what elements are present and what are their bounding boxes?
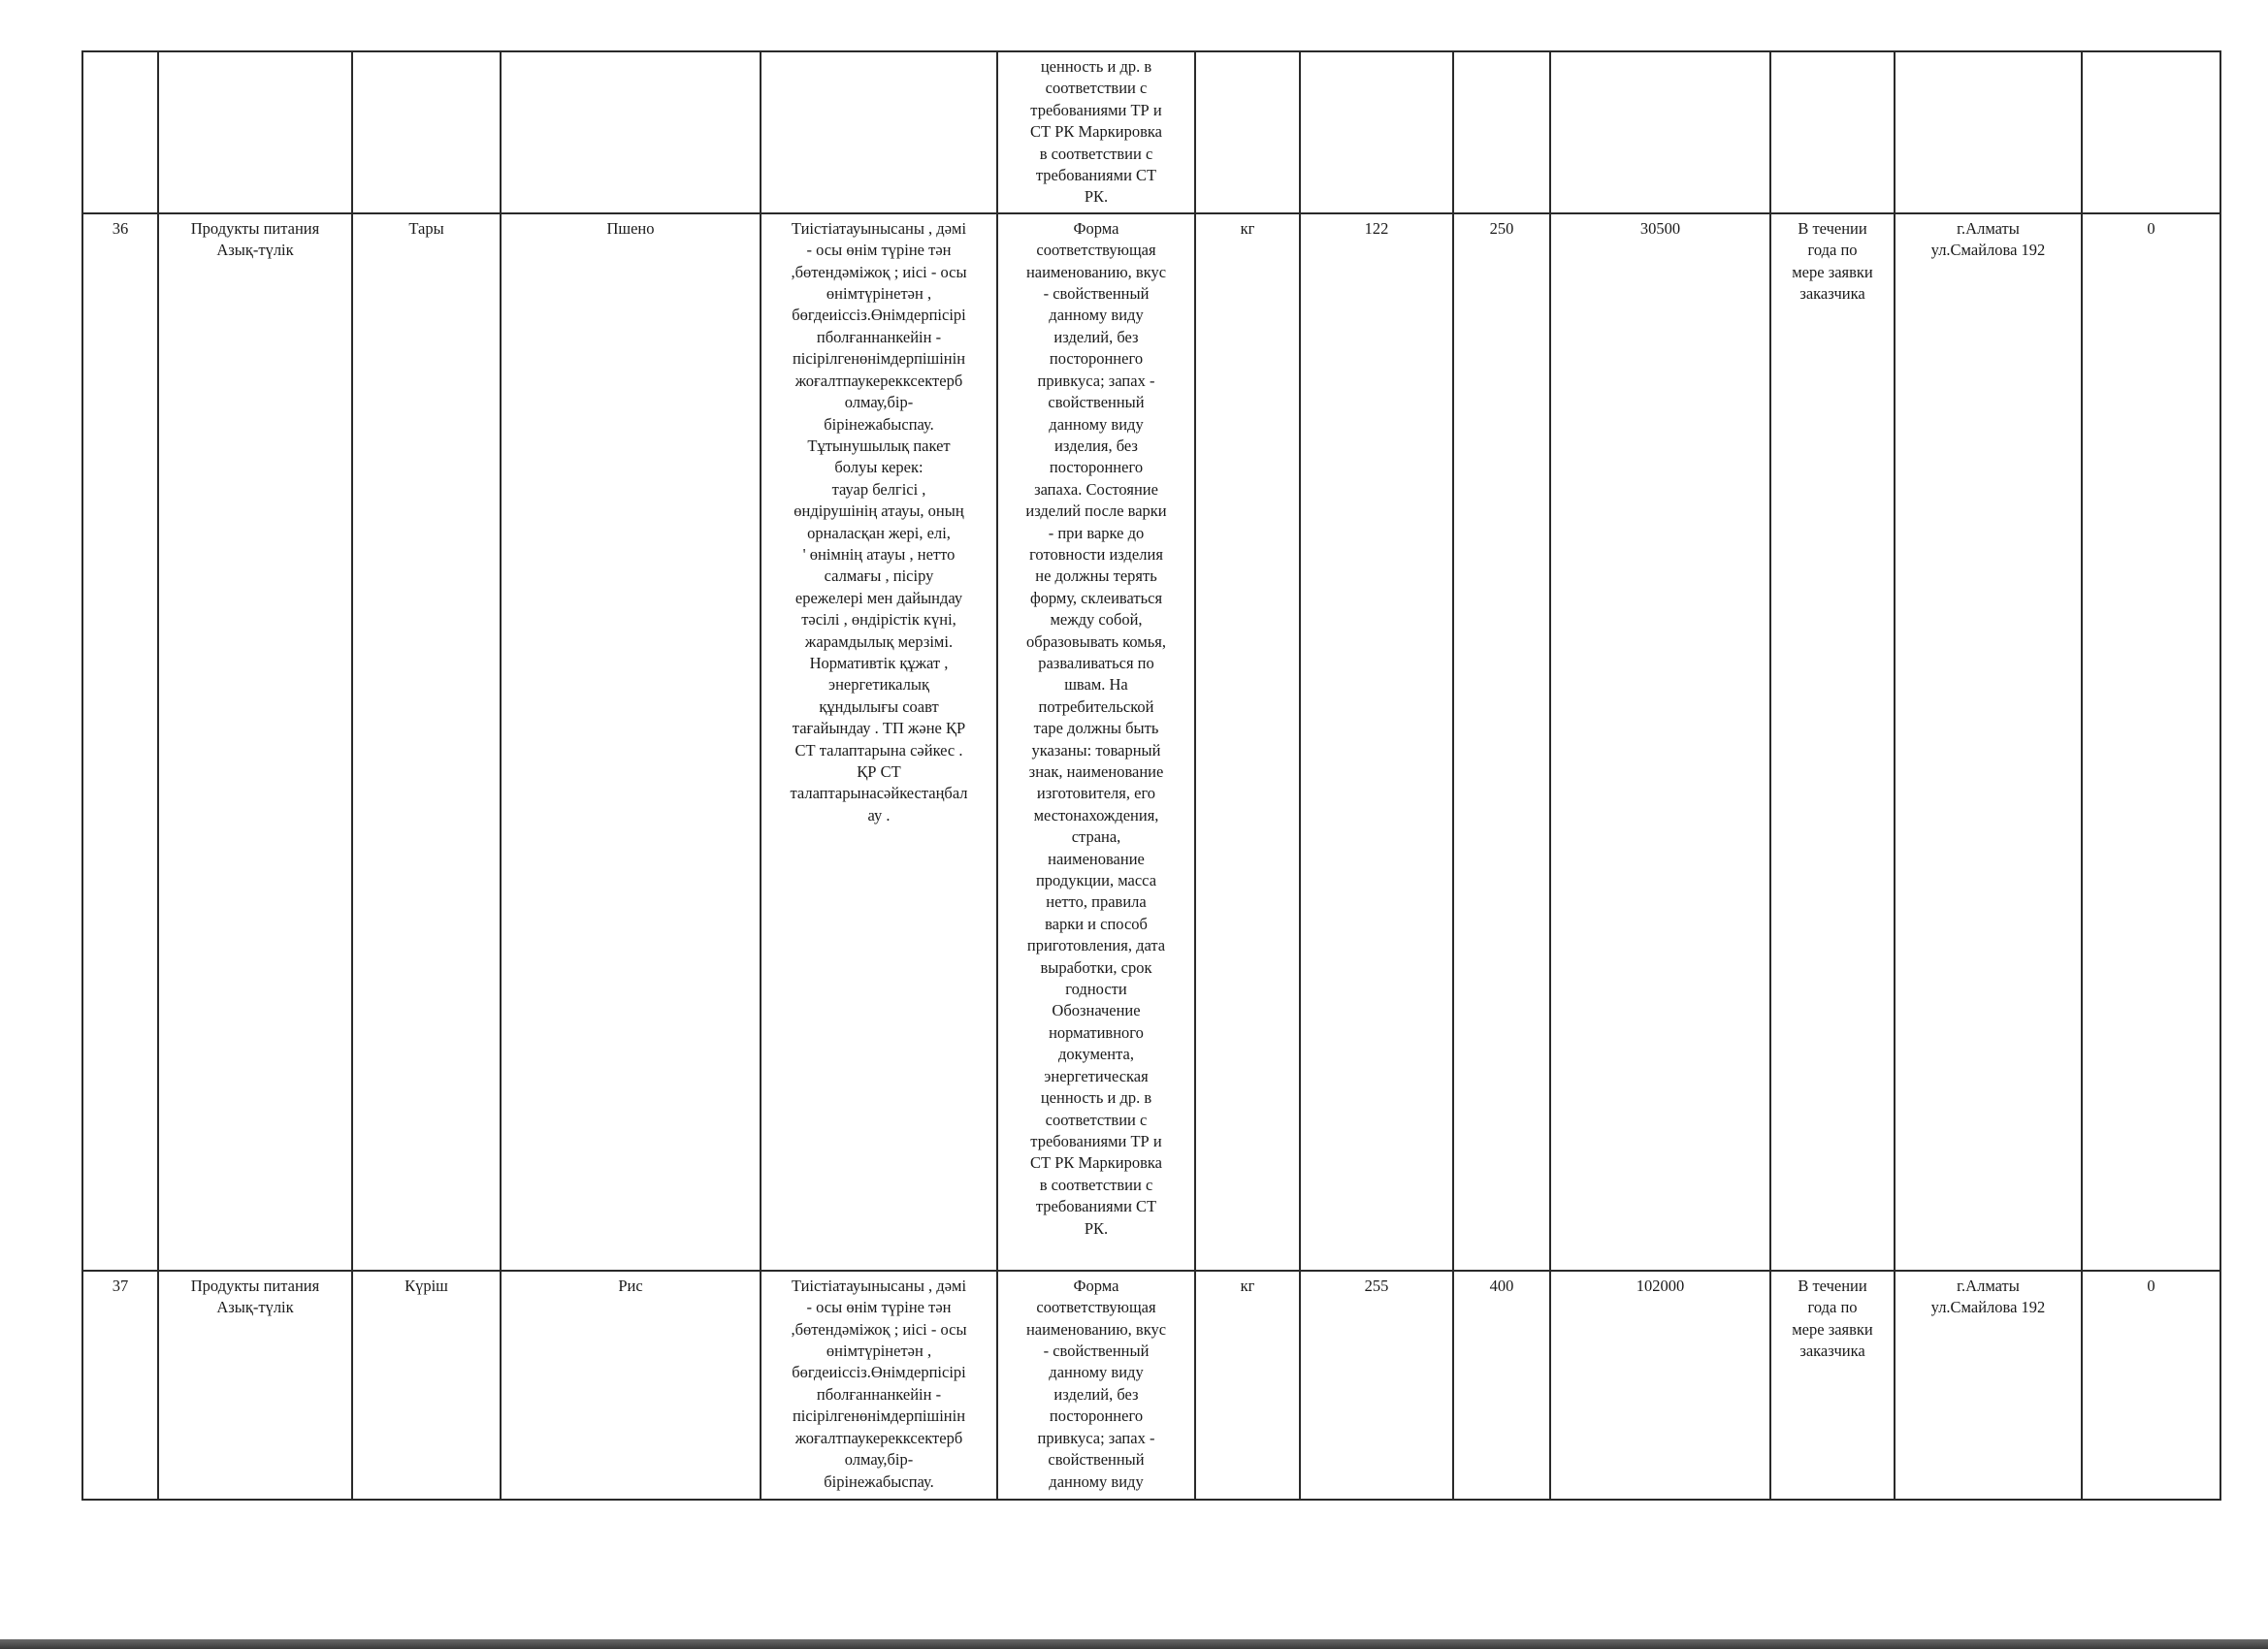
cell-delivery-term: В течении года по мере заявки заказчика <box>1770 213 1895 1271</box>
cell-description-kz: Тиістіатауынысаны , дәмі - осы өнім түріне тән ,бөтендәміжоқ ; иісі - осы өнімтүрінетән , бөгдеиіссіз.Өнімдерпісірі пболғаннанкейін - пісірілгенөнімдерпішінін жоғалтпаукерекксектерб олмау,бір- бірінежабыспау. Тұтынушылық пакет болуы керек: тауар белгісі , өндірушінің атауы, оның орналасқан жері, елі, ' өнімнің атауы , нетто салмағы , пісіру ережелері мен дайындау тәсілі , өндірістік күні, жарамдылық мерзімі. Нормативтік құжат , энергетикалық құндылығы соавт тағайындау . ТП және ҚР СТ талаптарына сәйкес . ҚР СТ талаптарынасәйкестаңбал ау . <box>761 213 997 1271</box>
table-row <box>82 1271 2220 1500</box>
cell-sum: 30500 <box>1550 213 1770 1271</box>
cell-sum <box>1550 51 1770 213</box>
cell-advance <box>2082 51 2220 213</box>
cell-price: 250 <box>1453 213 1550 1271</box>
cell-description-kz <box>761 51 997 213</box>
cell-advance: 0 <box>2082 213 2220 1271</box>
cell-delivery-term <box>1770 51 1895 213</box>
cell-quantity: 122 <box>1300 213 1453 1271</box>
table-row <box>82 51 2220 213</box>
scan-edge-bar <box>0 1639 2268 1649</box>
cell-price: 400 <box>1453 1271 1550 1500</box>
cell-advance: 0 <box>2082 1271 2220 1500</box>
procurement-table <box>81 50 2221 1501</box>
cell-number: 36 <box>82 213 158 1271</box>
cell-description-ru: Форма соответствующая наименованию, вкус - свойственный данному виду изделий, без постороннего привкуса; запах - свойственный данному виду изделия, без постороннего запаха. Состояние изделий после варки - при варке до готовности изделия не должны терять форму, склеиваться между собой, образовывать комья, разваливаться по швам. На потребительской таре должны быть указаны: товарный знак, наименование изготовителя, его местонахождения, страна, наименование продукции, масса нетто, правила варки и способ приготовления, дата выработки, срок годности Обозначение нормативного документа, энергетическая ценность и др. в соответствии с требованиями ТР и СТ РК Маркировка в соответствии с требованиями СТ РК. <box>997 213 1195 1271</box>
cell-name-ru <box>501 51 761 213</box>
procurement-table-page <box>81 50 2219 1501</box>
cell-name-kz <box>352 51 501 213</box>
cell-unit: кг <box>1195 213 1300 1271</box>
cell-unit: кг <box>1195 1271 1300 1500</box>
cell-delivery-place: г.Алматы ул.Смайлова 192 <box>1895 1271 2082 1500</box>
cell-number: 37 <box>82 1271 158 1500</box>
cell-quantity <box>1300 51 1453 213</box>
table-row <box>82 213 2220 1271</box>
cell-category: Продукты питания Азық-түлік <box>158 1271 352 1500</box>
cell-description-ru: Форма соответствующая наименованию, вкус - свойственный данному виду изделий, без постороннего привкуса; запах - свойственный данному виду <box>997 1271 1195 1500</box>
cell-name-kz: Тары <box>352 213 501 1271</box>
cell-name-kz: Күріш <box>352 1271 501 1500</box>
cell-name-ru: Пшено <box>501 213 761 1271</box>
cell-price <box>1453 51 1550 213</box>
cell-delivery-place: г.Алматы ул.Смайлова 192 <box>1895 213 2082 1271</box>
cell-unit <box>1195 51 1300 213</box>
cell-delivery-place <box>1895 51 2082 213</box>
cell-name-ru: Рис <box>501 1271 761 1500</box>
cell-number <box>82 51 158 213</box>
cell-description-ru: ценность и др. в соответствии с требованиями ТР и СТ РК Маркировка в соответствии с требованиями СТ РК. <box>997 51 1195 213</box>
cell-category: Продукты питания Азық-түлік <box>158 213 352 1271</box>
cell-quantity: 255 <box>1300 1271 1453 1500</box>
cell-delivery-term: В течении года по мере заявки заказчика <box>1770 1271 1895 1500</box>
cell-description-kz: Тиістіатауынысаны , дәмі - осы өнім түріне тән ,бөтендәміжоқ ; иісі - осы өнімтүрінетән , бөгдеиіссіз.Өнімдерпісірі пболғаннанкейін - пісірілгенөнімдерпішінін жоғалтпаукерекксектерб олмау,бір- бірінежабыспау. <box>761 1271 997 1500</box>
cell-category <box>158 51 352 213</box>
cell-sum: 102000 <box>1550 1271 1770 1500</box>
